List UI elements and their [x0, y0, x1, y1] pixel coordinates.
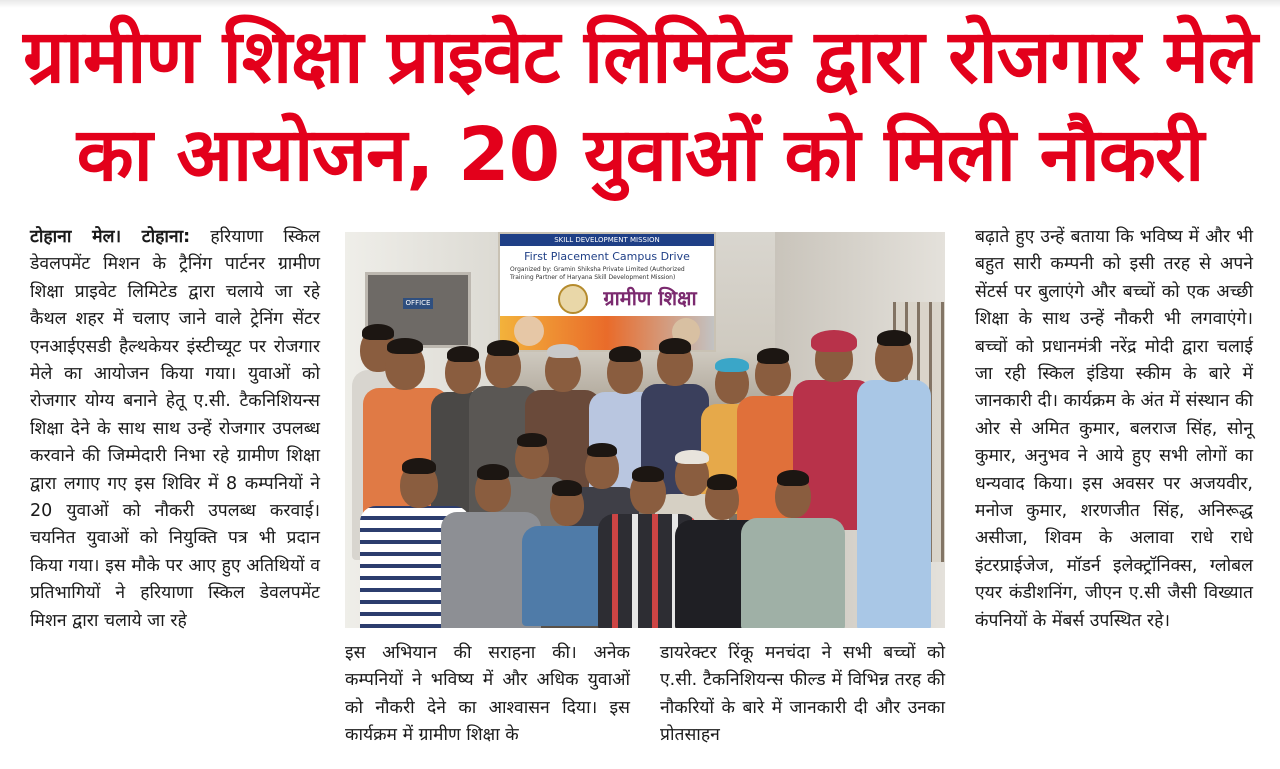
article-column-mid-left [345, 640, 630, 765]
banner-portrait-left [514, 316, 544, 346]
headline [0, 14, 1280, 198]
article-text-mid-left: इस अभियान की सराहना की। अनेक कम्पनियों ने भविष्य में और अधिक युवाओं को नौकरी देने का आश्वासन दिया। इस कार्यक्रम में ग्रामीण शिक्षा के [345, 643, 630, 746]
article-column-right [975, 224, 1253, 764]
news-photo [345, 232, 945, 628]
article-column-left [30, 224, 320, 764]
banner-subtitle: Organized by: Gramin Shiksha Private Limited (Authorized Training Partner of Haryana Skill Development Mission) [510, 266, 685, 281]
photo-office-sign: OFFICE [403, 298, 433, 309]
article-column-mid-right [660, 640, 945, 765]
photo-banner [498, 232, 716, 352]
article-text-right: बढ़ाते हुए उन्हें बताया कि भविष्य में और भी बहुत सारी कम्पनी को इसी तरह से अपने सेंटर्स पर बुलाएंगे और बच्चों को एक अच्छी शिक्षा के साथ उन्हें नौकरी भी लगवाएंगे। बच्चों को प्रधानमंत्री नरेंद्र मोदी द्वारा चलाई जा रही स्किल इंडिया स्कीम के बारे में जानकारी दी। कार्यक्रम के अंत में संस्थान की ओर से अमित कुमार, बलराज सिंह, सोनू कुमार, अनुभव ने आये हुए सभी लोगों का धन्यवाद किया। इस अवसर पर अजयवीर, मनोज कुमार, शरणजीत सिंह, अनिरूद्ध असीजा, शिवम के अलावा राधे राधे इंटरप्राईजेज, मॉडर्न इलेक्ट्रॉनिक्स, ग्लोबल एयर कंडीशनिंग, जीएन ए.सी जैसी विख्यात कंपनियों के मेंबर्स उपस्थित रहे। [975, 227, 1253, 631]
banner-top-text: SKILL DEVELOPMENT MISSION [500, 234, 714, 246]
article-dateline: टोहाना मेल। टोहाना: [30, 227, 191, 247]
banner-title: First Placement Campus Drive [524, 250, 690, 263]
article-text-mid-right: डायरेक्टर रिंकू मनचंदा ने सभी बच्चों को ए.सी. टैकनिशियन्स फील्ड में विभिन्न तरह की नौकरियों के बारे में जानकारी दी और उनका प्रोतसाहन [660, 643, 945, 746]
article-text-left: हरियाणा स्किल डेवलपमेंट मिशन के ट्रैनिंग पार्टनर ग्रामीण शिक्षा प्राइवेट लिमिटेड द्वारा चलाये जा रहे कैथल शहर में चलाए जाने वाले ट्रेनिंग सेंटर एनआईएसडी हैल्थकेयर इंस्टीच्यूट पर रोजगार मेले का आयोजन किया गया। युवाओं को रोजगार योग्य बनाने हेतू ए.सी. टैकनिशियन्स शिक्षा देने के साथ साथ उन्हें रोजगार उपलब्ध करवाने की जिम्मेदारी निभा रहे ग्रामीण शिक्षा द्वारा लगाए गए इस शिविर में 8 कम्पनियों ने 20 युवाओं को नौकरी उपलब्ध करवाई। चयनित युवाओं को नियुक्ति पत्र भी प्रदान किया गया। इस मौके पर आए हुए अतिथियों व प्रतिभागियों ने हरियाणा स्किल डेवलपमेंट मिशन द्वारा चलाये जा रहे [30, 227, 320, 631]
headline-line-1: ग्रामीण शिक्षा प्राइवेट लिमिटेड द्वारा रोजगार मेले [23, 14, 1257, 100]
banner-brand: ग्रामीण शिक्षा [603, 286, 697, 310]
headline-line-2: का आयोजन, 20 युवाओं को मिली नौकरी [76, 112, 1204, 198]
banner-emblem-icon [558, 284, 588, 314]
page-top-edge [0, 0, 1280, 8]
